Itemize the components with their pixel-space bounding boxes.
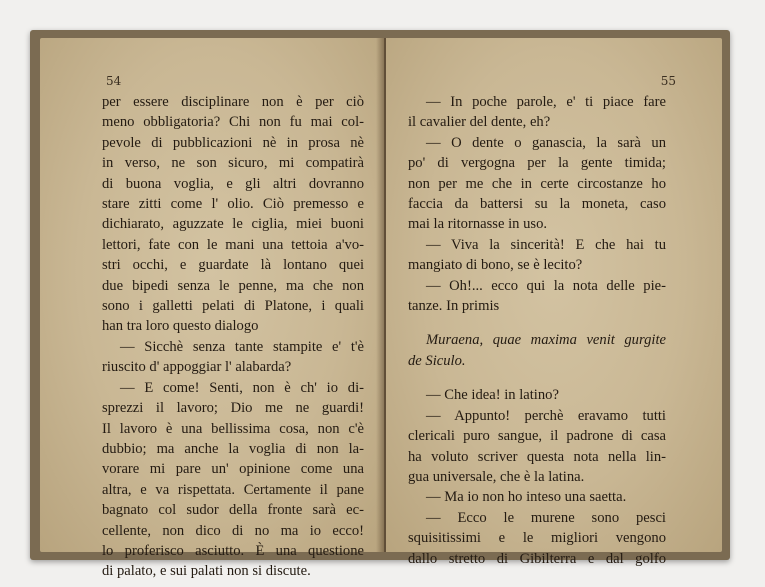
text-line: — Ma io non ho inteso una saetta. <box>426 489 627 506</box>
page-number-left: 54 <box>106 74 122 88</box>
text-line: sprezzi il lavoro; Dio me ne guardi! <box>102 400 364 417</box>
right-page <box>386 38 722 567</box>
text-line: — E come! Senti, non è ch' io di- <box>120 379 364 396</box>
latin-quote-line: Muraena, quae maxima venit gurgite <box>426 332 666 349</box>
text-line: di buona voglia, e gli altri dovranno <box>102 175 364 192</box>
text-line: mangiato di bono, se è lecito? <box>408 257 583 274</box>
spacer <box>408 316 666 330</box>
text-line: Il lavoro è una bellissima cosa, non c'è <box>102 420 364 437</box>
text-line: — Oh!... ecco qui la nota delle pie- <box>426 277 666 294</box>
text-line: cellente, non dico di no ma io ecco! <box>102 522 364 539</box>
text-line: dallo stretto di Gibilterra e dal golfo <box>408 550 666 567</box>
text-line: tanze. In primis <box>408 298 500 315</box>
right-page-text <box>408 92 666 569</box>
text-line: dubbio; ma anche la voglia di non la- <box>102 440 364 457</box>
text-line: stare zitti come l' olio. Ciò premesso e <box>102 196 364 213</box>
text-line: mai la ritornasse in uso. <box>408 216 548 233</box>
text-line: meno obbligatoria? Chi non fu mai col- <box>102 114 364 131</box>
text-line: po' di vergogna per la gente timida; <box>408 155 666 172</box>
left-page <box>40 38 384 580</box>
text-line: — Ecco le murene sono pesci <box>426 509 666 526</box>
text-line: — Appunto! perchè eravamo tutti <box>426 407 666 424</box>
text-line: stri occhi, e guardate là lontano quei <box>102 257 364 274</box>
text-line: — Viva la sincerità! E che hai tu <box>426 236 666 253</box>
text-line: — Che idea! in latino? <box>426 387 559 404</box>
text-line: gua universale, che è la latina. <box>408 468 585 485</box>
spacer <box>408 371 666 385</box>
text-line: pevole di pubblicazioni nè in prosa nè <box>102 134 364 151</box>
text-line: non per me che in certe circostanze ho <box>408 175 666 192</box>
text-line: il cavalier del dente, eh? <box>408 114 551 131</box>
page-number-right: 55 <box>660 74 676 88</box>
text-line: altra, e va rispettata. Certamente il pane <box>102 481 364 498</box>
text-line: lettori, fate con le mani una tettoia a'vo- <box>102 236 364 253</box>
text-line: — In poche parole, e' ti piace fare <box>426 94 666 110</box>
left-page-text <box>102 92 364 582</box>
text-line: clericali puro sangue, il padrone di casa <box>408 428 666 445</box>
latin-quote-line: de Siculo. <box>408 352 466 369</box>
text-line: lo proferisco asciutto. È una questione <box>102 542 364 559</box>
text-line: sono i galletti pelati di Platone, i quali <box>102 298 364 315</box>
text-line: riuscito d' appoggiar l' alabarda? <box>102 359 292 376</box>
text-line: ha voluto scriver questa nota nella lin- <box>408 448 666 465</box>
text-line: — O dente o ganascia, la sarà un <box>426 134 666 151</box>
text-line: di palato, e sui palati non si discute. <box>102 563 311 580</box>
text-line: per essere disciplinare non è per ciò <box>102 94 364 110</box>
text-line: due bipedi senza le penne, ma che non <box>102 277 364 294</box>
text-line: vorare mi pare un' opinione come una <box>102 461 364 478</box>
text-line: han tra loro questo dialogo <box>102 318 259 335</box>
text-line: in verso, ne son sicuro, mi compatirà <box>102 155 364 172</box>
text-line: squisitissimi e le migliori vengono <box>408 530 666 547</box>
text-line: dichiarato, aguzzate le ciglia, miei buoni <box>102 216 364 233</box>
text-line: — Sicchè senza tante stampite e' t'è <box>120 338 364 355</box>
text-line: bagnato col sudor della fronte sarà ec- <box>102 502 364 519</box>
open-book <box>30 30 730 580</box>
text-line: faccia da battersi su la moneta, caso <box>408 196 666 213</box>
